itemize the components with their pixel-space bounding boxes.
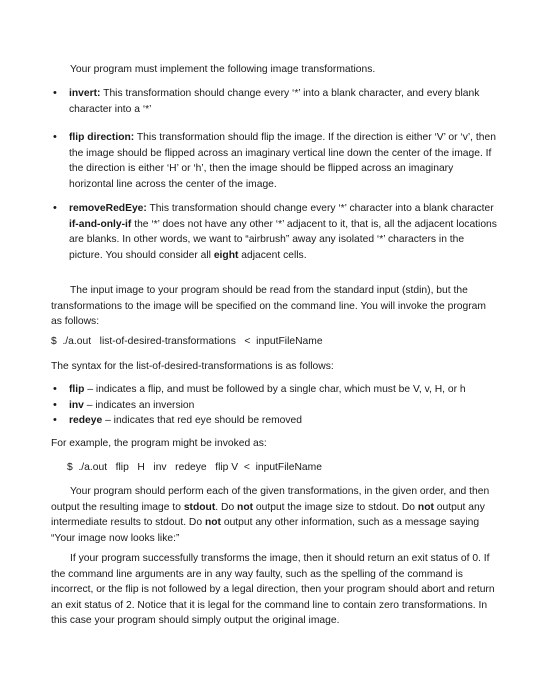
desc-invert: This transformation should change every ‘*’ into a blank character, and every blank character into a ‘*’ <box>69 88 480 115</box>
list-item-remove-red-eye <box>51 201 499 263</box>
emph-eight: eight <box>213 249 239 261</box>
intro-paragraph: Your program must implement the following image transformations. <box>70 64 376 75</box>
syntax-term-redeye: redeye <box>69 415 103 426</box>
output-not-1: not <box>237 501 254 513</box>
invocation-command: $ ./a.out list-of-desired-transformations < inputFileName <box>51 336 323 347</box>
syntax-list <box>51 382 499 429</box>
term-invert: invert: <box>69 88 101 99</box>
syntax-item-flip <box>51 382 499 398</box>
transformations-list <box>51 86 499 117</box>
syntax-desc-inv: – indicates an inversion <box>83 399 195 411</box>
syntax-intro: The syntax for the list-of-desired-transformations is as follows: <box>51 361 334 372</box>
output-text-e: output the image size to stdout. Do <box>253 501 418 513</box>
syntax-term-flip: flip <box>69 384 85 395</box>
emph-iff: if-and-only-if <box>69 218 132 230</box>
example-intro: For example, the program might be invoked as: <box>51 438 267 449</box>
syntax-item-redeye <box>51 413 499 429</box>
desc-remove-red-eye-c: adjacent cells. <box>238 249 307 261</box>
list-item-invert <box>51 86 499 117</box>
output-not-2: not <box>417 501 434 513</box>
term-flip-direction: flip direction: <box>69 132 135 143</box>
list-item-flip-direction <box>51 130 499 192</box>
output-text-c: . Do <box>215 501 238 513</box>
syntax-desc-flip: – indicates a flip, and must be followed by a single char, which must be V, v, H, or h <box>84 384 466 395</box>
output-text-g: output any intermediate results to stdout. Do <box>51 501 485 528</box>
term-remove-red-eye: removeRedEye: <box>69 203 147 214</box>
desc-remove-red-eye-b: the ‘*’ does not have any other ‘*’ adjacent to it, that is, all the adjacent locations are blanks. In other words, we want to “airbrush” away any isolated ‘*’ characters in the picture. You should consider all <box>69 218 497 261</box>
desc-flip-direction: This transformation should flip the image. If the direction is either ‘V’ or ‘v’, then the image should be flipped across an imaginary vertical line down the center of the image. If the direction is either ‘H’ or ‘h’, then the image should be flipped across an imaginary horizontal line across the center of the image. <box>69 132 496 190</box>
output-text-i: output any other information, such as a message saying “Your image now looks like:” <box>51 517 480 544</box>
syntax-desc-redeye: – indicates that red eye should be removed <box>102 415 302 426</box>
redeye-list <box>51 201 499 263</box>
example-command: $ ./a.out flip H inv redeye flip V < inputFileName <box>67 462 322 473</box>
output-not-3: not <box>204 517 221 528</box>
output-stdout: stdout <box>183 501 216 513</box>
output-text-a: Your program should perform each of the given transformations, in the given order, and then output the resulting image to <box>51 486 490 513</box>
flip-list <box>51 130 499 192</box>
input-paragraph: The input image to your program should be read from the standard input (stdin), but the transformations to the image will be specified on the command line. You will invoke the program as follows: <box>51 285 486 327</box>
syntax-term-inv: inv <box>69 399 84 411</box>
syntax-item-inv <box>51 398 499 414</box>
desc-remove-red-eye-a: This transformation should change every ‘*’ character into a blank character <box>146 203 494 214</box>
exit-status-paragraph: If your program successfully transforms the image, then it should return an exit status of 0. If the command line arguments are in any way faulty, such as the spelling of the command is incorrect, or the flip is not followed by a legal direction, then your program should abort and return an exit status of 2. Notice that it is legal for the command line to contain zero transformations. In this case your program should simply output the original image. <box>51 553 495 626</box>
output-paragraph <box>51 484 499 546</box>
